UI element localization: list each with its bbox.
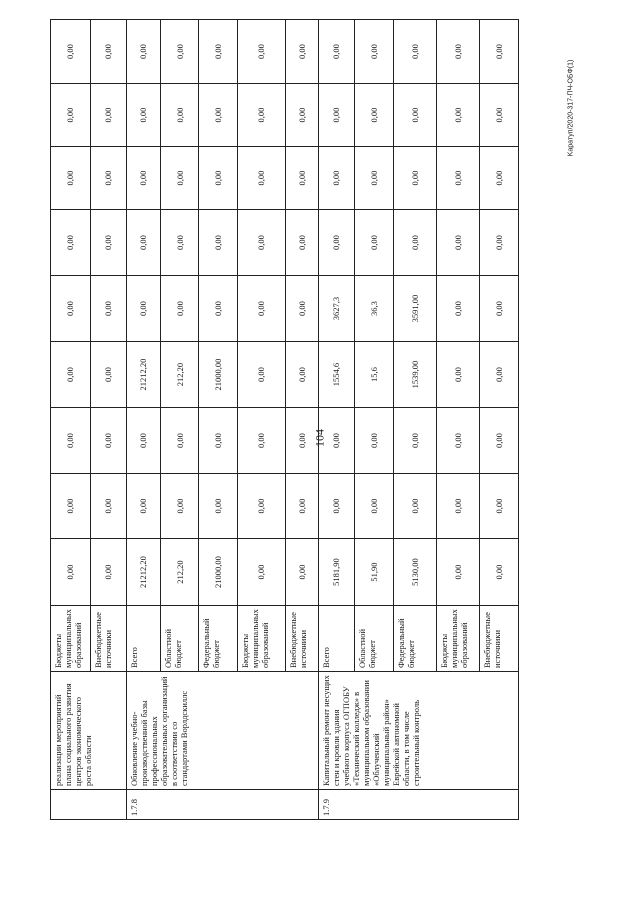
year-value-cell: 0,00 <box>161 210 199 276</box>
funding-source: Бюджеты муниципальных образований <box>436 606 479 672</box>
total-value-cell: 212,20 <box>161 539 199 606</box>
year-value-cell: 0,00 <box>126 276 161 342</box>
year-value-cell: 0,00 <box>319 20 355 84</box>
funding-source: Внебюджетные источники <box>90 606 126 672</box>
year-value-cell: 0,00 <box>354 20 393 84</box>
year-value-cell: 0,00 <box>126 408 161 474</box>
year-value-cell: 0,00 <box>90 210 126 276</box>
item-description: реализации мероприятий плана социального развития центров экономического роста области <box>51 672 127 790</box>
year-value-cell: 0,00 <box>393 20 436 84</box>
year-value-cell: 0,00 <box>285 408 319 474</box>
year-value-cell: 0,00 <box>480 147 519 210</box>
year-value-cell: 0,00 <box>480 474 519 539</box>
year-value-cell: 21000,00 <box>199 342 238 408</box>
year-value-cell: 0,00 <box>199 20 238 84</box>
total-value-cell: 0,00 <box>436 539 479 606</box>
year-value-cell: 3591,00 <box>393 276 436 342</box>
year-value-cell: 0,00 <box>51 147 91 210</box>
funding-source: Федеральный бюджет <box>393 606 436 672</box>
year-value-cell: 0,00 <box>199 210 238 276</box>
year-value-cell: 0,00 <box>126 474 161 539</box>
year-value-cell: 15,6 <box>354 342 393 408</box>
total-value-cell: 0,00 <box>237 539 285 606</box>
item-index <box>51 790 127 820</box>
table-body <box>51 20 519 820</box>
year-value-cell: 0,00 <box>51 474 91 539</box>
year-value-cell: 0,00 <box>90 342 126 408</box>
year-value-cell: 0,00 <box>161 474 199 539</box>
table-row <box>51 20 91 820</box>
year-value-cell: 0,00 <box>285 84 319 147</box>
year-value-cell: 0,00 <box>90 474 126 539</box>
year-value-cell: 0,00 <box>199 408 238 474</box>
year-value-cell: 0,00 <box>126 210 161 276</box>
total-value-cell: 5130,00 <box>393 539 436 606</box>
year-value-cell: 0,00 <box>393 147 436 210</box>
year-value-cell: 0,00 <box>393 84 436 147</box>
funding-source: Всего <box>126 606 161 672</box>
total-value-cell: 0,00 <box>51 539 91 606</box>
year-value-cell: 212,20 <box>161 342 199 408</box>
total-value-cell: 0,00 <box>480 539 519 606</box>
year-value-cell: 0,00 <box>237 147 285 210</box>
year-value-cell: 0,00 <box>354 474 393 539</box>
year-value-cell: 0,00 <box>354 408 393 474</box>
item-index: 1.7.8 <box>126 790 318 820</box>
total-value-cell: 21212,20 <box>126 539 161 606</box>
funding-source: Всего <box>319 606 355 672</box>
year-value-cell: 0,00 <box>51 210 91 276</box>
year-value-cell: 0,00 <box>90 84 126 147</box>
item-description: Капитальный ремонт несущих стен и кровли здания учебного корпуса ОГПОБУ «Технический колледж» в муниципальном образовании «Облученский муниципальный район» Еврейской автономной области, в том числе строительный контроль <box>319 672 519 790</box>
year-value-cell: 0,00 <box>480 20 519 84</box>
year-value-cell: 0,00 <box>436 408 479 474</box>
year-value-cell: 0,00 <box>199 147 238 210</box>
total-value-cell: 0,00 <box>90 539 126 606</box>
funding-source: Внебюджетные источники <box>285 606 319 672</box>
year-value-cell: 0,00 <box>285 276 319 342</box>
budget-table <box>50 19 519 820</box>
year-value-cell: 0,00 <box>237 474 285 539</box>
year-value-cell: 0,00 <box>393 210 436 276</box>
year-value-cell: 0,00 <box>199 276 238 342</box>
item-description: Обновление учебно-производственной базы профессиональных образовательных организаций в соответствии со стандартами Ворлдскиллс <box>126 672 318 790</box>
rotated-table-container <box>50 20 519 820</box>
year-value-cell: 0,00 <box>436 20 479 84</box>
funding-source: Бюджеты муниципальных образований <box>51 606 91 672</box>
year-value-cell: 0,00 <box>319 147 355 210</box>
year-value-cell: 1554,6 <box>319 342 355 408</box>
year-value-cell: 36,3 <box>354 276 393 342</box>
year-value-cell: 0,00 <box>199 84 238 147</box>
total-value-cell: 21000,00 <box>199 539 238 606</box>
year-value-cell: 0,00 <box>161 20 199 84</box>
year-value-cell: 0,00 <box>51 408 91 474</box>
year-value-cell: 21212,20 <box>126 342 161 408</box>
year-value-cell: 0,00 <box>480 276 519 342</box>
year-value-cell: 0,00 <box>285 210 319 276</box>
item-index: 1.7.9 <box>319 790 519 820</box>
year-value-cell: 0,00 <box>393 474 436 539</box>
year-value-cell: 0,00 <box>436 210 479 276</box>
year-value-cell: 0,00 <box>126 84 161 147</box>
year-value-cell: 0,00 <box>51 84 91 147</box>
year-value-cell: 0,00 <box>393 408 436 474</box>
year-value-cell: 0,00 <box>354 84 393 147</box>
year-value-cell: 0,00 <box>161 408 199 474</box>
year-value-cell: 0,00 <box>90 147 126 210</box>
year-value-cell: 0,00 <box>161 276 199 342</box>
year-value-cell: 0,00 <box>237 84 285 147</box>
year-value-cell: 3627,3 <box>319 276 355 342</box>
year-value-cell: 0,00 <box>354 147 393 210</box>
year-value-cell: 0,00 <box>285 20 319 84</box>
year-value-cell: 0,00 <box>285 342 319 408</box>
year-value-cell: 0,00 <box>237 408 285 474</box>
funding-source: Областной бюджет <box>354 606 393 672</box>
funding-source: Федеральный бюджет <box>199 606 238 672</box>
year-value-cell: 0,00 <box>319 474 355 539</box>
year-value-cell: 1539,00 <box>393 342 436 408</box>
year-value-cell: 0,00 <box>126 147 161 210</box>
total-value-cell: 51,90 <box>354 539 393 606</box>
year-value-cell: 0,00 <box>161 147 199 210</box>
year-value-cell: 0,00 <box>436 342 479 408</box>
year-value-cell: 0,00 <box>480 408 519 474</box>
document-code: Kapaтуп/2020-317-ПЧ-ОБФ(1) <box>567 59 575 157</box>
funding-source: Областной бюджет <box>161 606 199 672</box>
year-value-cell: 0,00 <box>480 342 519 408</box>
year-value-cell: 0,00 <box>237 210 285 276</box>
year-value-cell: 0,00 <box>51 20 91 84</box>
year-value-cell: 0,00 <box>126 20 161 84</box>
funding-source: Внебюджетные источники <box>480 606 519 672</box>
year-value-cell: 0,00 <box>237 276 285 342</box>
year-value-cell: 0,00 <box>51 342 91 408</box>
year-value-cell: 0,00 <box>436 474 479 539</box>
total-value-cell: 0,00 <box>285 539 319 606</box>
year-value-cell: 0,00 <box>161 84 199 147</box>
year-value-cell: 0,00 <box>285 474 319 539</box>
year-value-cell: 0,00 <box>51 276 91 342</box>
year-value-cell: 0,00 <box>90 276 126 342</box>
year-value-cell: 0,00 <box>285 147 319 210</box>
year-value-cell: 0,00 <box>436 276 479 342</box>
year-value-cell: 0,00 <box>319 84 355 147</box>
table-row <box>319 20 355 820</box>
year-value-cell: 0,00 <box>436 84 479 147</box>
year-value-cell: 0,00 <box>237 20 285 84</box>
year-value-cell: 0,00 <box>480 84 519 147</box>
year-value-cell: 0,00 <box>480 210 519 276</box>
funding-source: Бюджеты муниципальных образований <box>237 606 285 672</box>
year-value-cell: 0,00 <box>354 210 393 276</box>
year-value-cell: 0,00 <box>319 408 355 474</box>
year-value-cell: 0,00 <box>237 342 285 408</box>
table-row <box>126 20 161 820</box>
year-value-cell: 0,00 <box>319 210 355 276</box>
year-value-cell: 0,00 <box>90 408 126 474</box>
year-value-cell: 0,00 <box>90 20 126 84</box>
total-value-cell: 5181,90 <box>319 539 355 606</box>
page-number: 104 <box>312 429 327 447</box>
year-value-cell: 0,00 <box>436 147 479 210</box>
year-value-cell: 0,00 <box>199 474 238 539</box>
